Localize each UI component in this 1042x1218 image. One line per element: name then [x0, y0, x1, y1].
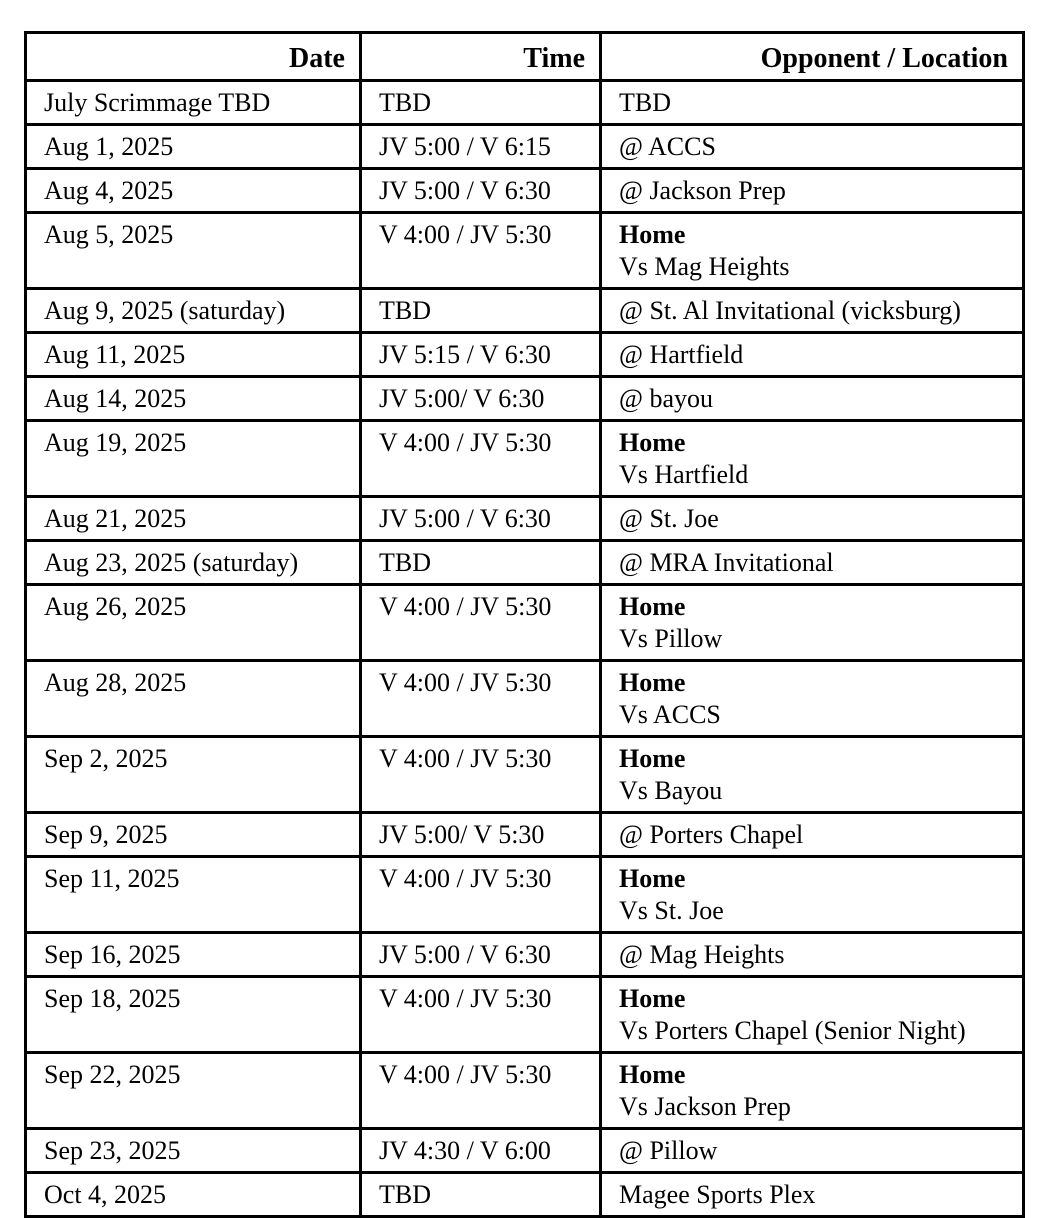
date-cell: Sep 9, 2025	[26, 813, 361, 857]
home-label: Home	[619, 744, 686, 773]
table-row	[26, 81, 1024, 125]
date-cell: Aug 1, 2025	[26, 125, 361, 169]
schedule-body	[26, 81, 1024, 1217]
opponent-cell	[601, 125, 1024, 169]
table-row	[26, 377, 1024, 421]
opponent-cell	[601, 857, 1024, 933]
date-cell: Aug 28, 2025	[26, 661, 361, 737]
opponent-cell	[601, 421, 1024, 497]
opponent-cell	[601, 213, 1024, 289]
time-cell: V 4:00 / JV 5:30	[361, 1053, 601, 1129]
opponent-cell	[601, 585, 1024, 661]
date-cell: Aug 4, 2025	[26, 169, 361, 213]
home-label: Home	[619, 984, 686, 1013]
date-cell: July Scrimmage TBD	[26, 81, 361, 125]
opponent-cell	[601, 977, 1024, 1053]
table-row	[26, 1053, 1024, 1129]
opponent-location: @ MRA Invitational	[619, 548, 834, 577]
opponent-cell	[601, 1173, 1024, 1217]
time-cell: TBD	[361, 289, 601, 333]
opponent-cell	[601, 169, 1024, 213]
time-cell: JV 5:00/ V 5:30	[361, 813, 601, 857]
schedule-table	[24, 31, 1025, 1218]
header-row	[26, 33, 1024, 81]
time-cell: V 4:00 / JV 5:30	[361, 737, 601, 813]
opponent-location: @ Hartfield	[619, 340, 744, 369]
time-cell: JV 5:00 / V 6:15	[361, 125, 601, 169]
opponent-location: Vs Mag Heights	[619, 252, 790, 281]
table-row	[26, 813, 1024, 857]
opponent-location: @ Pillow	[619, 1136, 718, 1165]
date-cell: Aug 11, 2025	[26, 333, 361, 377]
opponent-cell	[601, 737, 1024, 813]
opponent-location: @ bayou	[619, 384, 713, 413]
table-row	[26, 541, 1024, 585]
date-cell: Aug 26, 2025	[26, 585, 361, 661]
time-cell: V 4:00 / JV 5:30	[361, 977, 601, 1053]
opponent-location: @ ACCS	[619, 132, 716, 161]
date-cell: Sep 22, 2025	[26, 1053, 361, 1129]
time-cell: JV 5:00/ V 6:30	[361, 377, 601, 421]
opponent-location: Vs Hartfield	[619, 460, 749, 489]
opponent-location: @ St. Al Invitational (vicksburg)	[619, 296, 961, 325]
opponent-location: Vs Porters Chapel (Senior Night)	[619, 1016, 966, 1045]
opponent-location: @ Porters Chapel	[619, 820, 804, 849]
opponent-cell	[601, 1053, 1024, 1129]
opponent-header: Opponent / Location	[601, 33, 1024, 81]
time-cell: JV 5:00 / V 6:30	[361, 933, 601, 977]
table-row	[26, 1173, 1024, 1217]
date-cell: Oct 4, 2025	[26, 1173, 361, 1217]
table-row	[26, 169, 1024, 213]
time-cell: TBD	[361, 541, 601, 585]
date-cell: Sep 16, 2025	[26, 933, 361, 977]
home-label: Home	[619, 428, 686, 457]
table-row	[26, 333, 1024, 377]
date-cell: Aug 9, 2025 (saturday)	[26, 289, 361, 333]
time-cell: V 4:00 / JV 5:30	[361, 585, 601, 661]
opponent-location: Magee Sports Plex	[619, 1180, 816, 1209]
table-row	[26, 737, 1024, 813]
table-row	[26, 933, 1024, 977]
table-row	[26, 857, 1024, 933]
table-row	[26, 977, 1024, 1053]
home-label: Home	[619, 592, 686, 621]
table-row	[26, 289, 1024, 333]
date-cell: Aug 14, 2025	[26, 377, 361, 421]
table-row	[26, 213, 1024, 289]
opponent-location: Vs Bayou	[619, 776, 723, 805]
opponent-location: Vs Jackson Prep	[619, 1092, 791, 1121]
table-row	[26, 421, 1024, 497]
home-label: Home	[619, 220, 686, 249]
opponent-cell	[601, 813, 1024, 857]
opponent-cell	[601, 497, 1024, 541]
opponent-cell	[601, 81, 1024, 125]
date-cell: Aug 21, 2025	[26, 497, 361, 541]
opponent-location: Vs Pillow	[619, 624, 723, 653]
opponent-location: Vs St. Joe	[619, 896, 724, 925]
home-label: Home	[619, 864, 686, 893]
opponent-cell	[601, 933, 1024, 977]
opponent-location: @ Mag Heights	[619, 940, 785, 969]
opponent-cell	[601, 289, 1024, 333]
time-cell: JV 5:15 / V 6:30	[361, 333, 601, 377]
time-cell: V 4:00 / JV 5:30	[361, 661, 601, 737]
opponent-cell	[601, 377, 1024, 421]
opponent-cell	[601, 661, 1024, 737]
date-cell: Sep 11, 2025	[26, 857, 361, 933]
table-row	[26, 585, 1024, 661]
date-cell: Aug 19, 2025	[26, 421, 361, 497]
time-header: Time	[361, 33, 601, 81]
opponent-location: Vs ACCS	[619, 700, 721, 729]
opponent-location: @ St. Joe	[619, 504, 719, 533]
time-cell: V 4:00 / JV 5:30	[361, 213, 601, 289]
table-row	[26, 661, 1024, 737]
date-cell: Sep 18, 2025	[26, 977, 361, 1053]
table-row	[26, 497, 1024, 541]
opponent-location: @ Jackson Prep	[619, 176, 786, 205]
time-cell: TBD	[361, 81, 601, 125]
home-label: Home	[619, 668, 686, 697]
home-label: Home	[619, 1060, 686, 1089]
opponent-cell	[601, 1129, 1024, 1173]
date-cell: Sep 23, 2025	[26, 1129, 361, 1173]
table-row	[26, 125, 1024, 169]
date-cell: Aug 5, 2025	[26, 213, 361, 289]
time-cell: JV 5:00 / V 6:30	[361, 169, 601, 213]
time-cell: JV 4:30 / V 6:00	[361, 1129, 601, 1173]
time-cell: JV 5:00 / V 6:30	[361, 497, 601, 541]
time-cell: TBD	[361, 1173, 601, 1217]
opponent-cell	[601, 333, 1024, 377]
table-row	[26, 1129, 1024, 1173]
date-cell: Aug 23, 2025 (saturday)	[26, 541, 361, 585]
time-cell: V 4:00 / JV 5:30	[361, 421, 601, 497]
date-cell: Sep 2, 2025	[26, 737, 361, 813]
date-header: Date	[26, 33, 361, 81]
opponent-location: TBD	[619, 88, 671, 117]
time-cell: V 4:00 / JV 5:30	[361, 857, 601, 933]
opponent-cell	[601, 541, 1024, 585]
